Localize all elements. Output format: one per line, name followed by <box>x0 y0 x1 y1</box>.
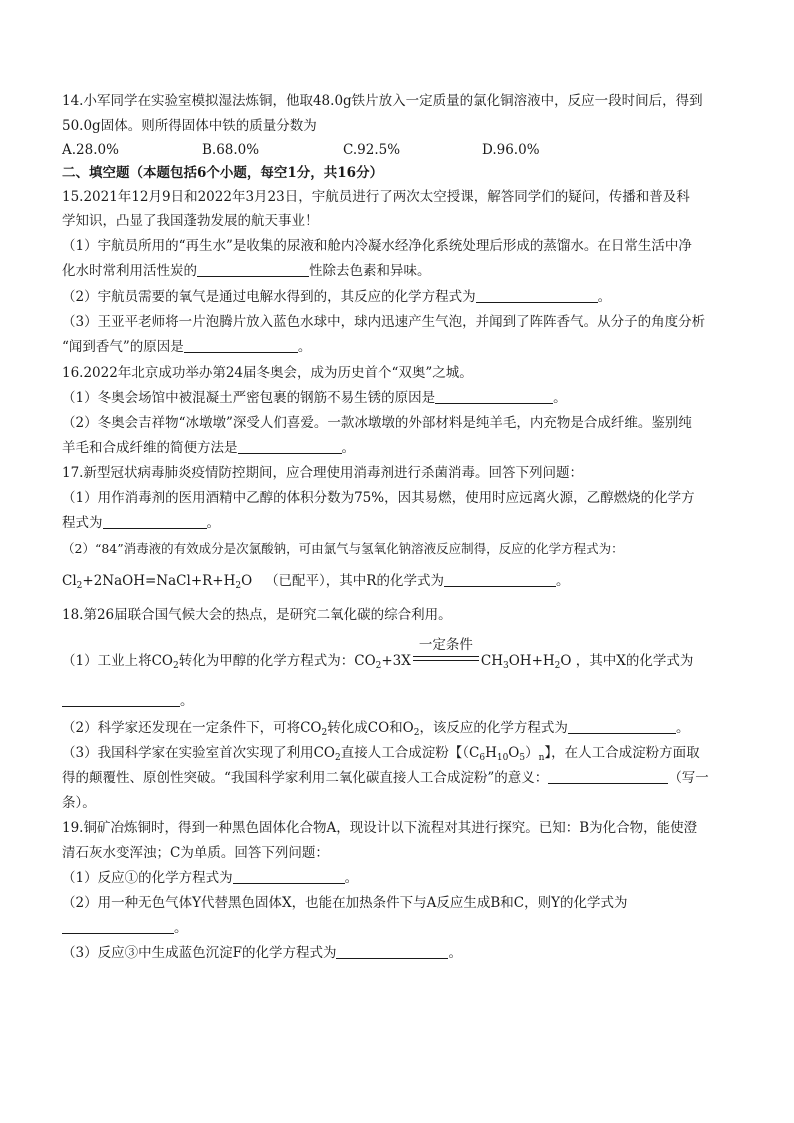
eq-subscript: 2 <box>554 661 561 671</box>
q15-p3-text-a: “闻到香气”的原因是 <box>62 339 184 355</box>
q18-p2 <box>62 719 689 737</box>
eq-subscript: 10 <box>496 753 509 763</box>
q14-line2: 50.0g固体。则所得固体中铁的质量分数为 <box>62 118 317 134</box>
eq-end: 。 <box>555 573 570 589</box>
eq-text: O <box>508 745 520 761</box>
eq-text: 】，在人工合成淀粉方面取 <box>544 745 700 761</box>
eq-subscript: 6 <box>479 753 486 763</box>
q18-p3-line1 <box>62 744 700 762</box>
eq-text: 转化为甲醇的化学方程式为：CO <box>178 653 376 669</box>
answer-blank[interactable] <box>233 869 345 884</box>
eq-text: 转化成CO和O <box>327 720 414 736</box>
answer-blank[interactable] <box>62 692 180 707</box>
section-heading: 二、填空题（本题包括6个小题，每空1分，共16分） <box>62 165 384 181</box>
eq-text: Cl <box>62 573 77 589</box>
q19-line1: 19.铜矿冶炼铜时，得到一种黑色固体化合物A，现设计以下流程对其进行探究。已知：B为化合物，能使澄 <box>62 820 698 836</box>
q14-line1: 14.小军同学在实验室模拟湿法炼铜，他取48.0g铁片放入一定质量的氯化铜溶液中，反应一段时间后，得到 <box>62 93 703 109</box>
q16-p2-line1: （2）冬奥会吉祥物“冰墩墩”深受人们喜爱。一款冰墩墩的外部材料是纯羊毛，内充物是合成纤维。鉴别纯 <box>62 415 692 431</box>
answer-blank[interactable] <box>238 439 342 454</box>
q19-p3-text-b: 。 <box>448 945 462 961</box>
q16-p1 <box>62 389 567 407</box>
q17-p1-line2 <box>62 514 220 532</box>
condition-label: 一定条件 <box>418 637 473 653</box>
eq-subscript: 2 <box>335 753 341 763</box>
q19-line2: 清石灰水变浑浊；C为单质。回答下列问题： <box>62 845 329 861</box>
q19-p2-line1: （2）用一种无色气体Y代替黑色固体X，也能在加热条件下与A反应生成B和C，则Y的化学式为 <box>62 895 628 911</box>
q15-p3-line2 <box>62 338 311 356</box>
q19-p3-text-a: （3）反应③中生成蓝色沉淀F的化学方程式为 <box>62 945 337 961</box>
answer-blank[interactable] <box>184 338 298 353</box>
q15-p3-line1: （3）王亚平老师将一片泡腾片放入蓝色水球中，球内迅速产生气泡，并闻到了阵阵香气。从分子的角度分析 <box>62 314 706 330</box>
q16-p1-text-a: （1）冬奥会场馆中被混凝土严密包裹的钢筋不易生锈的原因是 <box>62 390 436 406</box>
answer-blank[interactable] <box>336 944 448 959</box>
eq-subscript: n <box>538 753 545 763</box>
q17-p1-line1: （1）用作消毒剂的医用酒精中乙醇的体积分数为75%，因其易燃，使用时应远离火源，乙醇燃烧的化学方 <box>62 490 695 506</box>
q17-p1-text-b: 。 <box>206 515 220 531</box>
equals-line <box>413 660 479 661</box>
eq-text: O ，其中X的化学式为 <box>560 653 694 669</box>
q18-p3-line2 <box>62 769 709 787</box>
eq-subscript: 5 <box>519 753 526 763</box>
eq-text: O <box>241 573 253 589</box>
eq-text: H <box>485 745 497 761</box>
q15-p2-text-a: （2）宇航员需要的氧气是通过电解水得到的，其反应的化学方程式为 <box>62 289 476 305</box>
answer-blank[interactable] <box>62 919 174 934</box>
q16-p2-line2 <box>62 439 355 457</box>
answer-blank[interactable] <box>548 769 668 784</box>
q19-p1-text-b: 。 <box>344 870 359 886</box>
q18-p3-text-b: （写一 <box>668 770 709 786</box>
equals-line <box>413 656 479 657</box>
q18-p3-text-a: 得的颠覆性、原创性突破。“我国科学家利用二氧化碳直接人工合成淀粉”的意义： <box>62 770 549 786</box>
q15-p1-text-b: 性除去色素和异味。 <box>309 263 431 279</box>
q16-line1: 16.2022年北京成功举办第24届冬奥会，成为历史首个“双奥”之城。 <box>62 365 473 381</box>
answer-blank[interactable] <box>444 572 556 587</box>
eq-text: （2）科学家还发现在一定条件下，可将CO <box>62 720 322 736</box>
eq-subscript: 2 <box>76 581 83 591</box>
q15-p1-line2 <box>62 262 431 280</box>
q18-line1: 18.第26届联合国气候大会的热点，是研究二氧化碳的综合利用。 <box>62 607 452 623</box>
answer-blank[interactable] <box>103 514 207 529</box>
q16-p1-text-b: 。 <box>553 390 567 406</box>
eq-text: （1）工业上将CO <box>62 653 173 669</box>
eq-text: CH <box>480 653 503 669</box>
eq-text: （3）我国科学家在实验室首次实现了利用CO <box>62 745 335 761</box>
eq-subscript: 2 <box>235 581 242 591</box>
eq-subscript: 2 <box>375 661 382 671</box>
answer-blank[interactable] <box>435 389 553 404</box>
q14-option-b: B.68.0% <box>202 142 260 158</box>
q17-equation-line <box>62 572 569 590</box>
q16-p2-text-b: 。 <box>341 440 355 456</box>
q18-p1-end: 。 <box>180 693 194 709</box>
answer-blank[interactable] <box>476 288 598 303</box>
q19-p3 <box>62 944 462 962</box>
q14-option-a: A.28.0% <box>62 142 119 158</box>
eq-text: OH+H <box>508 653 555 669</box>
q18-p3-line3: 条）。 <box>62 795 96 811</box>
eq-subscript: 2 <box>413 728 420 738</box>
eq-text: ，该反应的化学方程式为 <box>419 720 568 736</box>
eq-subscript: 2 <box>173 661 179 671</box>
eq-note: （已配平），其中R的化学式为 <box>265 573 444 589</box>
q19-p2-end: 。 <box>174 920 188 936</box>
answer-blank[interactable] <box>568 719 676 734</box>
q15-line2: 学知识，凸显了我国蓬勃发展的航天事业！ <box>62 213 319 229</box>
q14-option-c: C.92.5% <box>343 142 401 158</box>
q15-p2-text-b: 。 <box>597 289 612 305</box>
q16-p2-text-a: 羊毛和合成纤维的简便方法是 <box>62 440 238 456</box>
eq-subscript: 2 <box>321 728 328 738</box>
q19-p2-line2 <box>62 919 188 937</box>
eq-text: +3X <box>381 653 411 669</box>
q15-p2 <box>62 288 611 306</box>
eq-subscript: 3 <box>503 661 509 671</box>
q17-p1-text-a: 程式为 <box>62 515 103 531</box>
answer-blank[interactable] <box>197 262 309 277</box>
q15-p3-text-b: 。 <box>297 339 312 355</box>
q18-p1-answer-line <box>62 692 194 710</box>
eq-text: +2NaOH=NaCl+R+H <box>82 573 236 589</box>
q15-line1: 15.2021年12月9日和2022年3月23日，宇航员进行了两次太空授课，解答同学们的疑问，传播和普及科 <box>62 189 690 205</box>
q14-option-d: D.96.0% <box>482 142 540 158</box>
eq-text: ） <box>525 745 539 761</box>
q15-p1-line1: （1）宇航员所用的“再生水”是收集的尿液和舱内冷凝水经净化系统处理后形成的蒸馏水。在日常生活中净 <box>62 238 692 254</box>
q17-p2-line1: （2）“84”消毒液的有效成分是次氯酸钠，可由氯气与氢氧化钠溶液反应制得，反应的化学方程式为： <box>62 541 624 556</box>
eq-text: 。 <box>675 720 690 736</box>
eq-text: 直接人工合成淀粉【（C <box>340 745 480 761</box>
q19-p1-text-a: （1）反应①的化学方程式为 <box>62 870 233 886</box>
q17-line1: 17.新型冠状病毒肺炎疫情防控期间，应合理使用消毒剂进行杀菌消毒。回答下列问题： <box>62 465 583 481</box>
q15-p1-text-a: 化水时常利用活性炭的 <box>62 263 197 279</box>
q19-p1 <box>62 869 358 887</box>
q18-p1-line <box>62 637 694 671</box>
condition-arrow <box>413 637 479 666</box>
